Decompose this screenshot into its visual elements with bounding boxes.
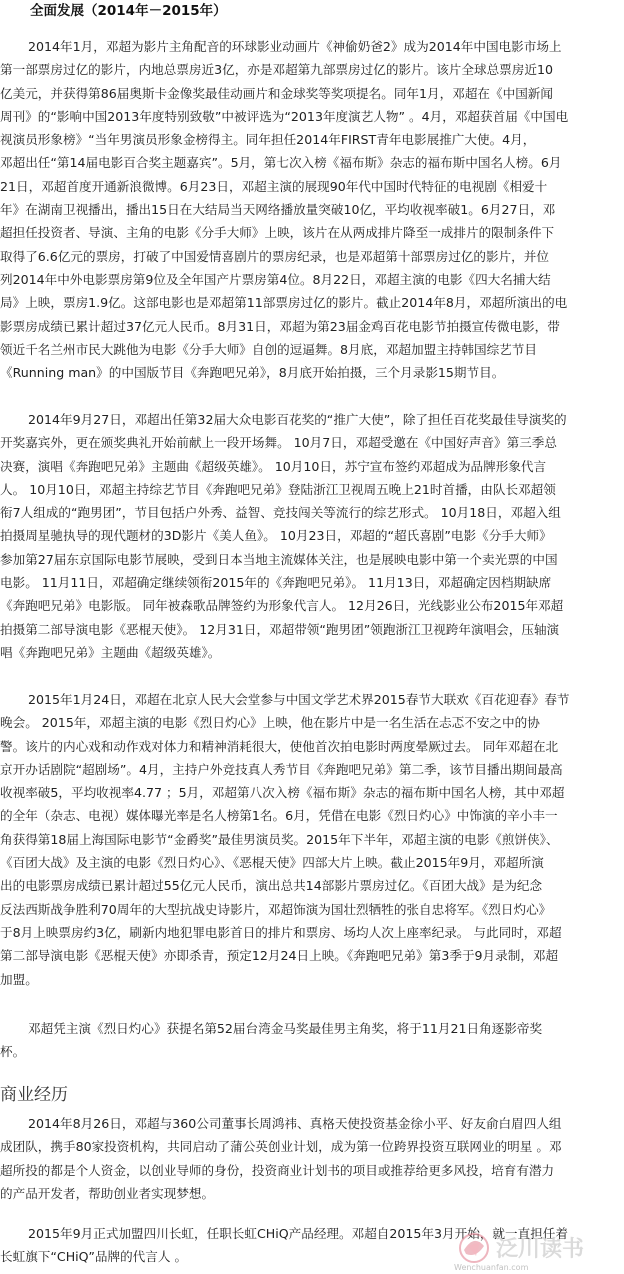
watermark-text: 泛川读书 [496, 1237, 585, 1262]
text-line: 取得了6.6亿元的票房，打破了中国爱情喜剧片的票房纪录，也是邓超第十部票房过亿的影片，并位 [0, 248, 549, 264]
text-line: 晚会。 2015年，邓超主演的电影《烈日灼心》上映，他在影片中是一名生活在忐忑不安之中的协 [0, 715, 540, 731]
text-line: 超担任投资者、导演、主角的电影《分手大师》上映，该片在从两成排片降至一成排片的限制条件下 [0, 225, 555, 241]
text-line: 人。 10月10日，邓超主持综艺节目《奔跑吧兄弟》登陆浙江卫视周五晚上21时首播，由队长邓超领 [0, 481, 556, 497]
text-line: 加盟。 [0, 971, 38, 987]
text-line: 2015年1月24日，邓超在北京人民大会堂参与中国文学艺术界2015春节大联欢《百花迎春》春节 [28, 692, 570, 707]
paragraph-2014-first-half [0, 35, 624, 384]
text-line: 的产品开发者，帮助创业者实现梦想。 [0, 1185, 215, 1201]
text-line: 列2014年中外电影票房第9位及全年国产片票房第4位。8月22日，邓超主演的电影《四大名捕大结 [0, 271, 551, 287]
paragraph-golden-horse [0, 1017, 624, 1064]
text-line: 参加第27届东京国际电影节展映，受到日本当地主流媒体关注，也是展映电影中第一个卖光票的中国 [0, 551, 558, 567]
text-line: 亿美元，并获得第86届奥斯卡金像奖最佳动画片和金球奖等奖项提名。同年1月，邓超在《中国新闻 [0, 85, 553, 101]
text-line: 第一部票房过亿的影片，内地总票房近3亿，亦是邓超第九部票房过亿的影片。该片全球总票房近10 [0, 62, 553, 78]
text-line: 衔7人组成的“跑男团”，节目包括户外秀、益智、竞技闯关等流行的综艺形式。 10月18日，邓超入组 [0, 505, 561, 521]
text-line: 决赛，演唱《奔跑吧兄弟》主题曲《超级英雄》。 10月10日，苏宁宣布签约邓超成为品牌形象代言 [0, 458, 547, 474]
text-line: 出的电影票房成绩已累计超过55亿元人民币，演出总共14部影片票房过亿。《百团大战》是为纪念 [0, 878, 543, 894]
text-line: 《Running man》的中国版节目《奔跑吧兄弟》，8月底开始拍摄，三个月录影15期节目。 [0, 365, 505, 381]
text-line: 2014年8月26日，邓超与360公司董事长周鸿祎、真格天使投资基金徐小平、好友俞白眉四人组 [28, 1116, 562, 1131]
text-line: 于8月上映票房约3亿，刷新内地犯罪电影首日的排片和票房、场均人次上座率纪录。 与此同时，邓超 [0, 924, 562, 940]
text-line: 的全年（杂志、电视）媒体曝光率是名人榜第1名。6月，凭借在电影《烈日灼心》中饰演的辛小丰一 [0, 808, 558, 824]
text-line: 《百团大战》及主演的电影《烈日灼心》、《恶棍天使》四部大片上映。截止2015年9月，邓超所演 [0, 855, 544, 871]
text-line: 长虹旗下“CHiQ”品牌的代言人 。 [0, 1249, 188, 1265]
text-line: 邓超出任“第14届电影百合奖主题嘉宾”。5月，第七次入榜《福布斯》杂志的福布斯中国名人榜。6月 [0, 155, 562, 171]
text-line: 超所投的都是个人资金，以创业导师的身份，投资商业计划书的项目或推荐给更多风投，培育有潜力 [0, 1162, 555, 1178]
text-line: 邓超凭主演《烈日灼心》获提名第52届台湾金马奖最佳男主角奖，将于11月21日角逐影帝奖 [28, 1021, 543, 1036]
text-line: 开奖嘉宾外，更在颁奖典礼开始前献上一段开场舞。 10月7日，邓超受邀在《中国好声音》第三季总 [0, 435, 557, 451]
paragraph-2015 [0, 688, 624, 991]
text-line: 2014年9月27日，邓超出任第32届大众电影百花奖的“推广大使”，除了担任百花奖最佳导演奖的 [28, 412, 567, 427]
text-line: 局》上映，票房1.9亿。这部电影也是邓超第11部票房过亿的影片。截止2014年8月，邓超所演出的电 [0, 295, 568, 311]
text-line: 2014年1月，邓超为影片主角配音的环球影业动画片《神偷奶爸2》成为2014年中国电影市场上 [28, 39, 562, 54]
text-line: 唱《奔跑吧兄弟》主题曲《超级英雄》。 [0, 644, 221, 660]
text-line: 《奔跑吧兄弟》电影版。 同年被森歌品牌签约为形象代言人。 12月26日，光线影业公布2015年邓超 [0, 598, 564, 614]
text-line: 视演员形象榜》“当年男演员形象金榜得主。同年担任2014年FIRST青年电影展推广大使。4月， [0, 132, 536, 148]
text-line: 周刊》的“影响中国2013年度特别致敬”中被评选为“2013年度演艺人物” 。4月，邓超获首届《中国电 [0, 108, 569, 124]
text-line: 杯。 [0, 1044, 26, 1060]
text-line: 京开办话剧院“超剧场”。4月，主持户外竞技真人秀节目《奔跑吧兄弟》第二季，该节目播出期间最高 [0, 761, 563, 777]
text-line: 年》在湖南卫视播出，播出15日在大结局当天网络播放量突破10亿，平均收视率破1。6月27日，邓 [0, 202, 556, 218]
text-line: 拍摄周星驰执导的现代题材的3D影片《美人鱼》。 10月23日，邓超的“超氏喜剧”电影《分手大师》 [0, 528, 552, 544]
text-line: 电影。 11月11日，邓超确定继续领衔2015年的《奔跑吧兄弟》。 11月13日，邓超确定因档期缺席 [0, 575, 552, 591]
text-line: 收视率破5，平均收视率4.77 ；5月，邓超第八次入榜《福布斯》杂志的福布斯中国名人榜，其中邓超 [0, 785, 565, 801]
text-line: 角获得第18届上海国际电影节“金爵奖”最佳男演员奖。2015年下半年，邓超主演的电影《煎饼侠》、 [0, 831, 559, 847]
text-line: 成团队，携手80家投资机构，共同启动了蒲公英创业计划，成为第一位跨界投资互联网业的明星 。邓 [0, 1139, 562, 1155]
period-heading: 全面发展（2014年－2015年） [30, 3, 227, 19]
text-line: 21日，邓超首度开通新浪微博。6月23日，邓超主演的展现90年代中国时代特征的电视剧《相爱十 [0, 178, 548, 194]
text-line: 影票房成绩已累计超过37亿元人民币。8月31日，邓超为第23届金鸡百花电影节拍摄宣传微电影，带 [0, 318, 560, 334]
text-line: 拍摄第二部导演电影《恶棍天使》。 12月31日，邓超带领“跑男团”领跑浙江卫视跨年演唱会，压轴演 [0, 621, 560, 637]
paragraph-business-changhong [0, 1222, 624, 1269]
paragraph-business-investment [0, 1112, 624, 1205]
text-line: 反法西斯战争胜利70周年的大型抗战史诗影片，邓超饰演为国壮烈牺牲的张自忠将军。《烈日灼心》 [0, 901, 552, 917]
section-title: 商业经历 [0, 1085, 68, 1105]
text-line: 领近千名兰州市民大跳他为电影《分手大师》自创的逗逼舞。8月底，邓超加盟主持韩国综艺节目 [0, 341, 537, 357]
text-line: 警。该片的内心戏和动作戏对体力和精神消耗很大，使他首次拍电影时两度晕厥过去。 同年邓超在北 [0, 738, 559, 754]
text-line: 第二部导演电影《恶棍天使》亦即杀青，预定12月24日上映。《奔跑吧兄弟》第3季于9月录制，邓超 [0, 948, 559, 964]
watermark-subtext: Wenchuanfan.com [454, 1263, 529, 1272]
text-line: 2015年9月正式加盟四川长虹，任职长虹CHiQ产品经理。邓超自2015年3月开始，就一直担任着 [28, 1226, 568, 1241]
paragraph-2014-second-half [0, 408, 624, 664]
